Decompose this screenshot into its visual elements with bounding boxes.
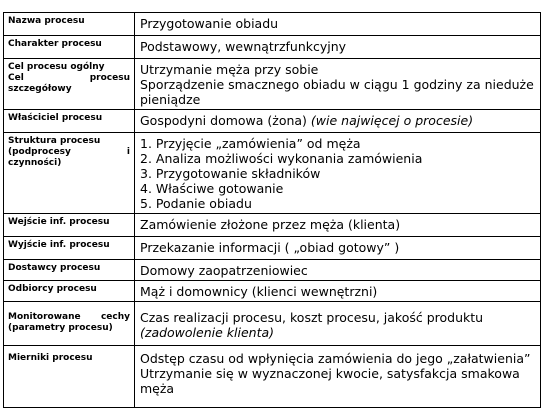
row-value-text: Zamówienie złożone przez męża (klienta) — [140, 217, 401, 232]
table-row-process-name — [4, 13, 541, 36]
row-value-line — [140, 113, 534, 128]
row-value-text: Domowy zaopatrzeniowiec — [140, 263, 308, 278]
row-label-word: Monitorowane — [8, 312, 81, 322]
table-row-process-measures — [4, 346, 541, 408]
row-value-text: Utrzymanie męża przy sobie — [140, 62, 319, 77]
row-label — [4, 36, 135, 59]
table-row-monitored-features — [4, 302, 541, 346]
row-value — [135, 281, 541, 302]
list-item: 2. Analiza możliwości wykonania zamówienia — [140, 151, 423, 166]
row-label-text: Wejście inf. procesu — [8, 217, 110, 227]
row-label-text: (parametry procesu) — [8, 323, 113, 333]
table-row-process-output — [4, 237, 541, 260]
row-label — [4, 13, 135, 36]
row-value-note: (wie najwięcej o procesie) — [310, 113, 474, 128]
row-label-text — [8, 73, 130, 84]
row-label — [4, 281, 135, 302]
row-label — [4, 302, 135, 346]
row-label-word: procesu — [89, 73, 130, 83]
table-row-process-structure — [4, 133, 541, 214]
row-label-text: czynności) — [8, 158, 62, 168]
row-value-text: Przygotowanie obiadu — [140, 16, 279, 31]
row-value-text: pieniądze — [140, 92, 201, 107]
row-value — [135, 13, 541, 36]
row-label-word: (podprocesy — [8, 147, 71, 157]
row-label — [4, 133, 135, 214]
row-label-text: szczegółowy — [8, 84, 72, 94]
row-value-text: Mąż i domownicy (klienci wewnętrzni) — [140, 284, 378, 299]
list-item: 3. Przygotowanie składników — [140, 166, 321, 181]
row-label-text: Wyjście inf. procesu — [8, 240, 110, 250]
row-label-text: Dostawcy procesu — [8, 263, 101, 273]
row-value-text: Sporządzenie smacznego obiadu w ciągu 1 godziny za niedużе — [140, 77, 534, 92]
row-value-text: Gospodyni domowa (żona) — [140, 113, 311, 128]
row-label-text: Charakter procesu — [8, 39, 102, 49]
row-label — [4, 346, 135, 408]
list-item: 5. Podanie obiadu — [140, 196, 252, 211]
row-label-text: Mierniki procesu — [8, 353, 93, 363]
table-row-process-recipients — [4, 281, 541, 302]
row-value — [135, 302, 541, 346]
row-label-text: Nazwa procesu — [8, 16, 85, 26]
row-label-word: cechy — [100, 312, 130, 322]
row-value-text: Podstawowy, wewnątrzfunkcyjny — [140, 39, 347, 54]
row-label — [4, 260, 135, 281]
row-value — [135, 214, 541, 237]
row-value — [135, 36, 541, 59]
table-row-process-input — [4, 214, 541, 237]
row-label-text: Struktura procesu — [8, 136, 101, 146]
row-label-text: Właściciel procesu — [8, 113, 103, 123]
row-value-text: Przekazanie informacji ( „obiad gotowy” ) — [140, 240, 400, 255]
row-label-text: Odbiorcy procesu — [8, 284, 97, 294]
row-value-text: Odstęp czasu od wpłynięcia zamówienia do jego „załatwienia” — [140, 351, 531, 366]
row-value-text: Czas realizacji procesu, koszt procesu, jakość produktu — [140, 310, 484, 325]
row-label — [4, 59, 135, 110]
row-value — [135, 346, 541, 408]
table-row-process-owner — [4, 110, 541, 133]
row-value — [135, 110, 541, 133]
table-row-process-suppliers — [4, 260, 541, 281]
row-label — [4, 110, 135, 133]
table-row-process-goal — [4, 59, 541, 110]
row-value-text: Utrzymanie się w wyznaczonej kwocie, satysfakcja smakowa męża — [140, 366, 520, 396]
row-value-note: (zadowolenie klienta) — [140, 325, 275, 340]
row-value — [135, 133, 541, 214]
row-label-text — [8, 312, 130, 323]
row-label — [4, 237, 135, 260]
row-label-text: Cel procesu ogólny — [8, 62, 105, 72]
row-label — [4, 214, 135, 237]
row-value — [135, 59, 541, 110]
row-value — [135, 260, 541, 281]
row-label-word: Cel — [8, 73, 24, 83]
table-row-process-character — [4, 36, 541, 59]
list-item: 1. Przyjęcie „zamówienia” od męża — [140, 136, 361, 151]
list-item: 4. Właściwe gotowanie — [140, 181, 284, 196]
row-label-word: i — [126, 147, 130, 157]
row-label-text — [8, 147, 130, 158]
process-card-table — [3, 12, 541, 408]
row-value — [135, 237, 541, 260]
